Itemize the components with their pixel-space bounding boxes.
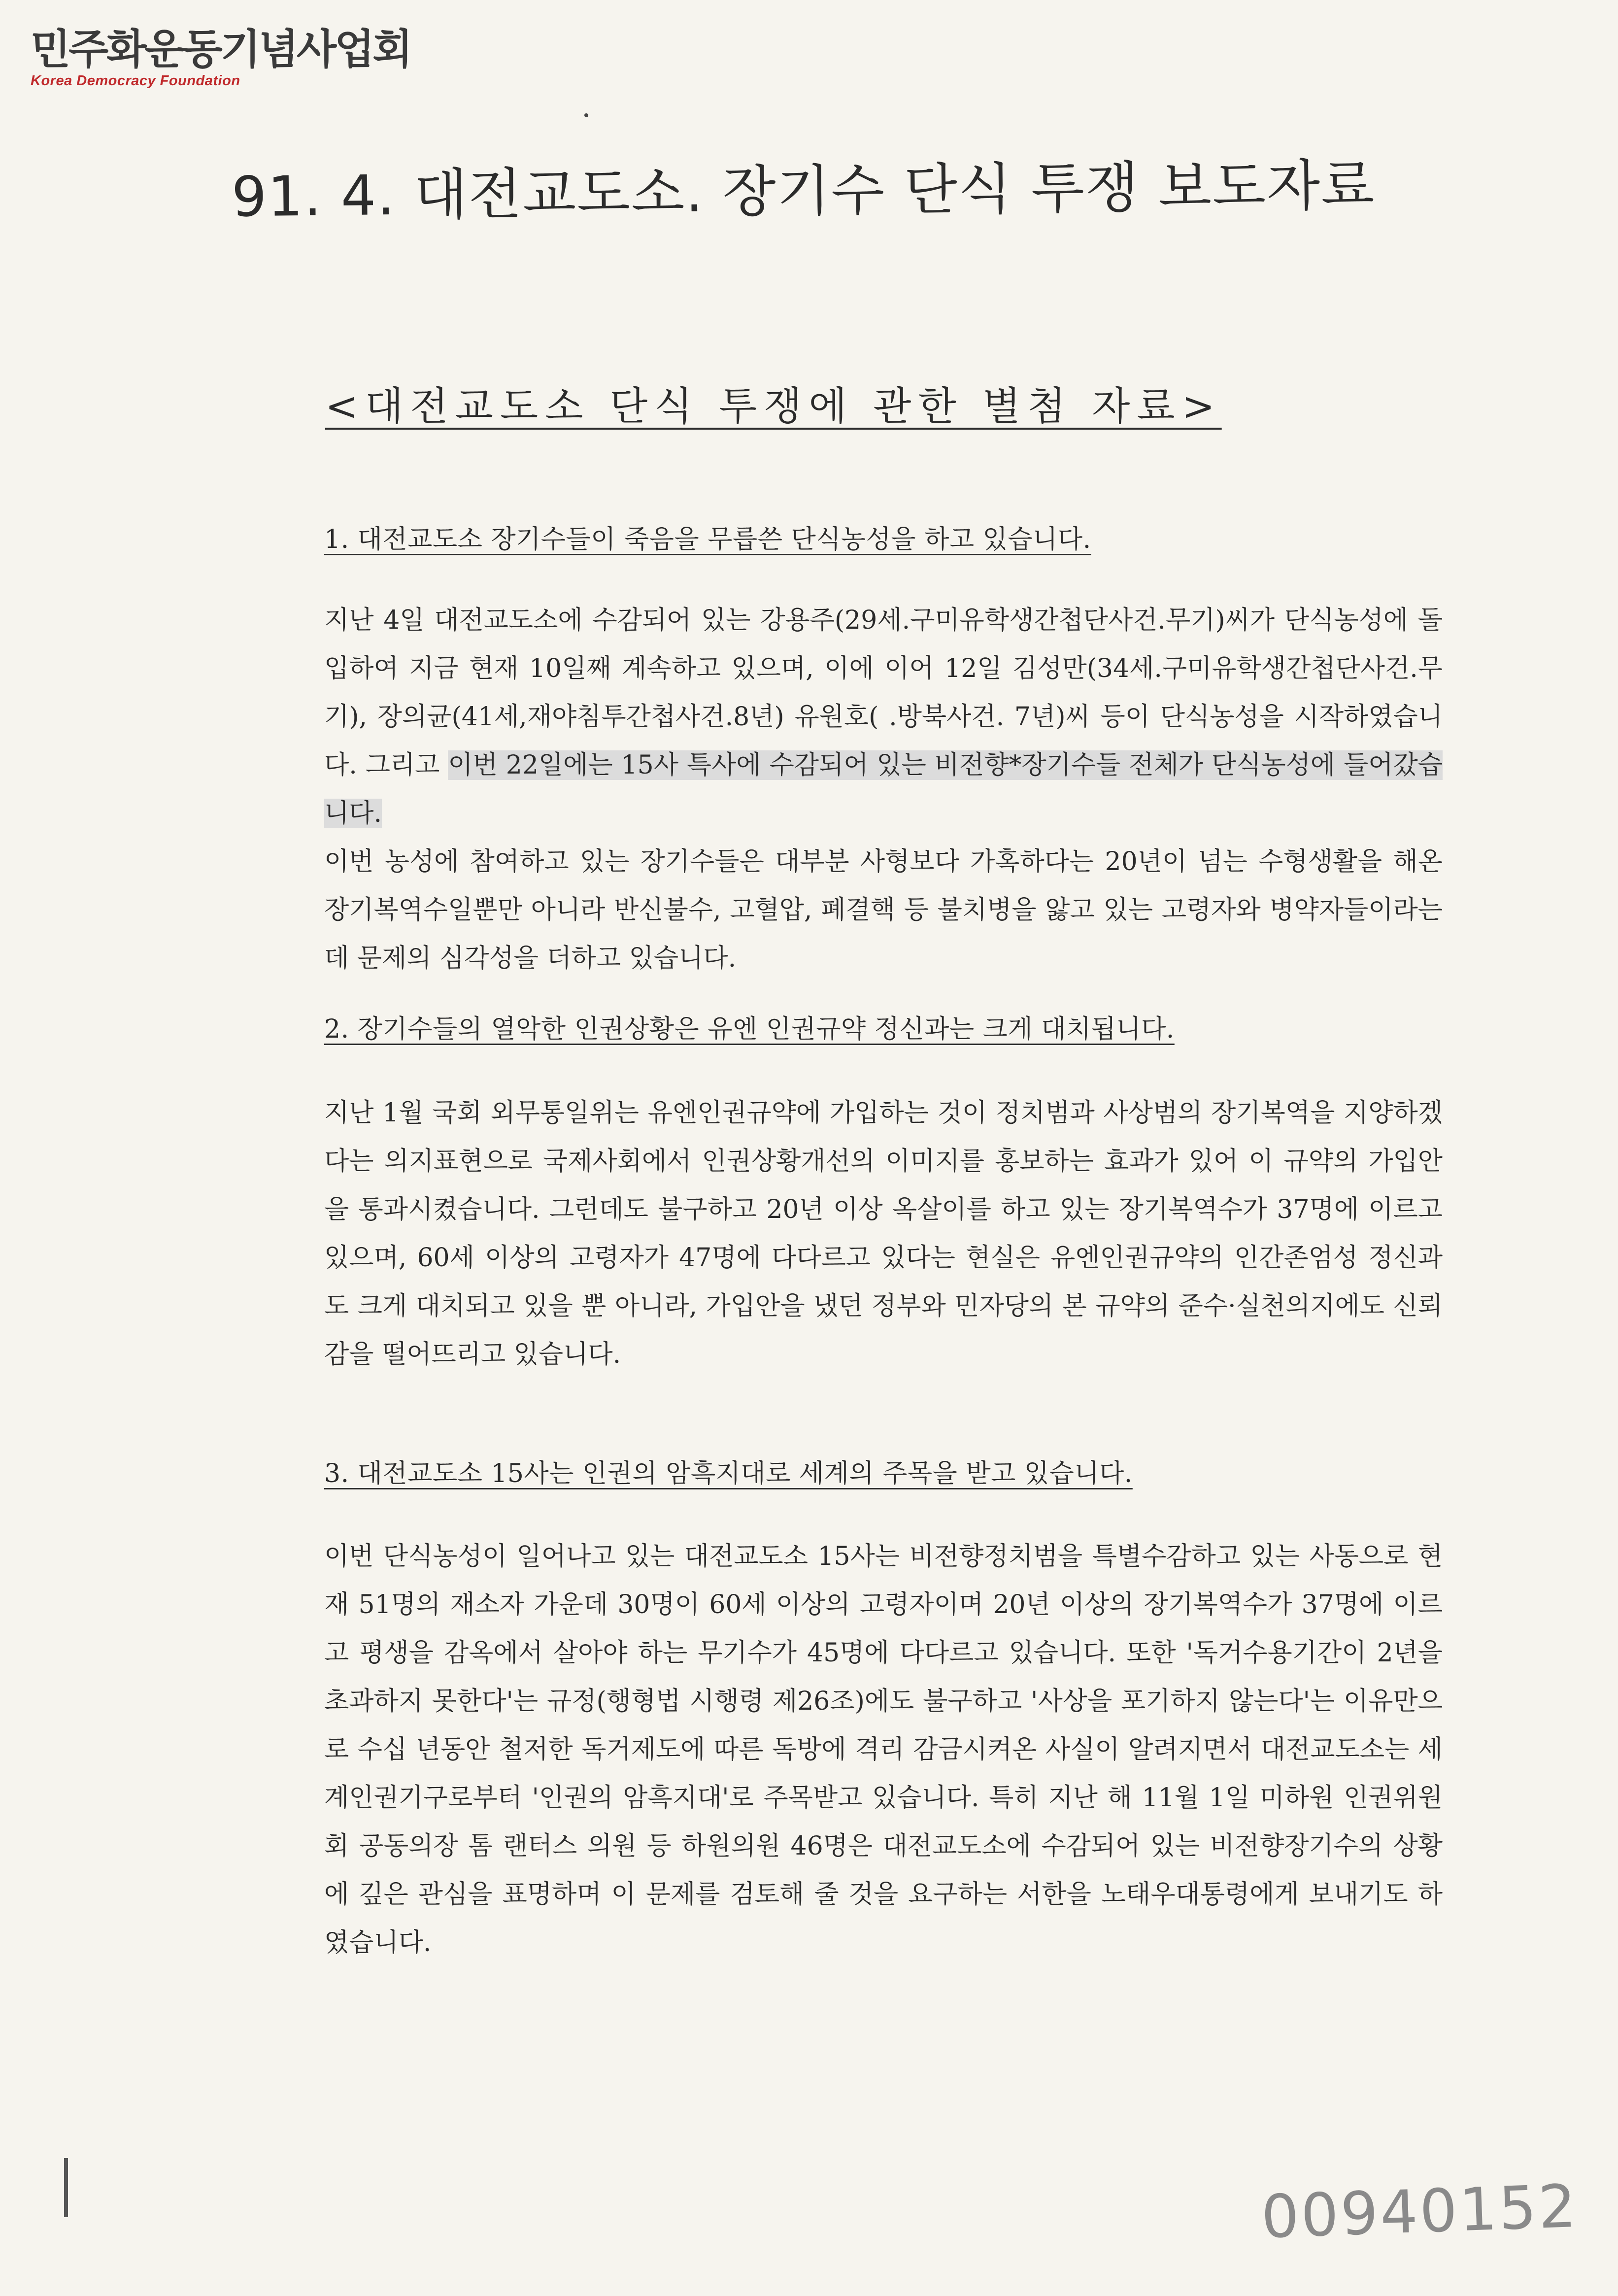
section-1-paragraph-2: 이번 농성에 참여하고 있는 장기수들은 대부분 사형보다 가혹하다는 20년이 넘는 수형생활을 해온 장기복역수일뿐만 아니라 반신불수, 고혈압, 폐결핵 등 불치병을 앓고 있는 고령자와 병약자들이라는 데 문제의 심각성을 더하고 있습니다.: [324, 847, 1443, 973]
highlighted-sentence: 이번 22일에는 15사 특사에 수감되어 있는 비전향*장기수들 전체가 단식농성에 들어갔습니다.: [324, 750, 1443, 828]
scan-mark: [64, 2158, 68, 2217]
handwritten-title: 91. 4. 대전교도소. 장기수 단식 투쟁 보도자료: [231, 153, 1376, 230]
ink-dot: [584, 113, 588, 117]
section-2-paragraph: 지난 1월 국회 외무통일위는 유엔인권규약에 가입하는 것이 정치범과 사상범의 장기복역을 지양하겠다는 의지표현으로 국제사회에서 인권상황개선의 이미지를 홍보하는 효과가 있어 이 규약의 가입안을 통과시켰습니다. 그런데도 불구하고 20년 이상 옥살이를 하고 있는 장기복역수가 37명에 이르고 있으며, 60세 이상의 고령자가 47명에 다다르고 있다는 현실은 유엔인권규약의 인간존엄성 정신과도 크게 대치되고 있을 뿐 아니라, 가입안을 냈던 정부와 민자당의 본 규약의 준수·실천의지에도 신뢰감을 떨어뜨리고 있습니다.: [324, 1098, 1443, 1369]
section-1-body: [324, 596, 1443, 982]
logo-korean-text: 민주화운동기념사업회: [31, 25, 411, 73]
section-3-paragraph: 이번 단식농성이 일어나고 있는 대전교도소 15사는 비전향정치범을 특별수감하고 있는 사동으로 현재 51명의 재소자 가운데 30명이 60세 이상의 고령자이며 20년 이상의 장기복역수가 37명에 이르고 평생을 감옥에서 살아야 하는 무기수가 45명에 다다르고 있습니다. 또한 '독거수용기간이 2년을 초과하지 못한다'는 규정(행형법 시행령 제26조)에도 불구하고 '사상을 포기하지 않는다'는 이유만으로 수십 년동안 철저한 독거제도에 따른 독방에 격리 감금시켜온 사실이 알려지면서 대전교도소는 세계인권기구로부터 '인권의 암흑지대'로 주목받고 있습니다. 특히 지난 해 11월 1일 미하원 인권위원회 공동의장 톰 랜터스 의원 등 하원의원 46명은 대전교도소에 수감되어 있는 비전향장기수의 상황에 깊은 관심을 표명하며 이 문제를 검토해 줄 것을 요구하는 서한을 노태우대통령에게 보내기도 하였습니다.: [324, 1542, 1443, 1958]
section-2-body: [324, 1089, 1443, 1379]
section-1-paragraph-1-text: 지난 4일 대전교도소에 수감되어 있는 강용주(29세.구미유학생간첩단사건.무기)씨가 단식농성에 돌입하여 지금 현재 10일째 계속하고 있으며, 이에 이어 12일 김성만(34세.구미유학생간첩단사건.무기), 장의균(41세,재야침투간첩사건.8년) 유원호( .방북사건. 7년)씨 등이 단식농성을 시작하였습니다. 그리고: [324, 606, 1443, 780]
document-title: <대전교도소 단식 투쟁에 관한 별첨 자료>: [325, 383, 1222, 429]
archive-number-stamp: 00940152: [1260, 2172, 1580, 2252]
section-3-body: [324, 1532, 1443, 1967]
section-1-paragraph-1: [324, 596, 1443, 838]
section-1-heading: 1. 대전교도소 장기수들이 죽음을 무릅쓴 단식농성을 하고 있습니다.: [324, 525, 1091, 554]
section-2-heading: 2. 장기수들의 열악한 인권상황은 유엔 인권규약 정신과는 크게 대치됩니다.: [324, 1014, 1175, 1044]
section-3-heading: 3. 대전교도소 15사는 인권의 암흑지대로 세계의 주목을 받고 있습니다.: [324, 1459, 1133, 1488]
foundation-logo: [31, 25, 411, 89]
logo-english-text: Korea Democracy Foundation: [31, 73, 240, 89]
